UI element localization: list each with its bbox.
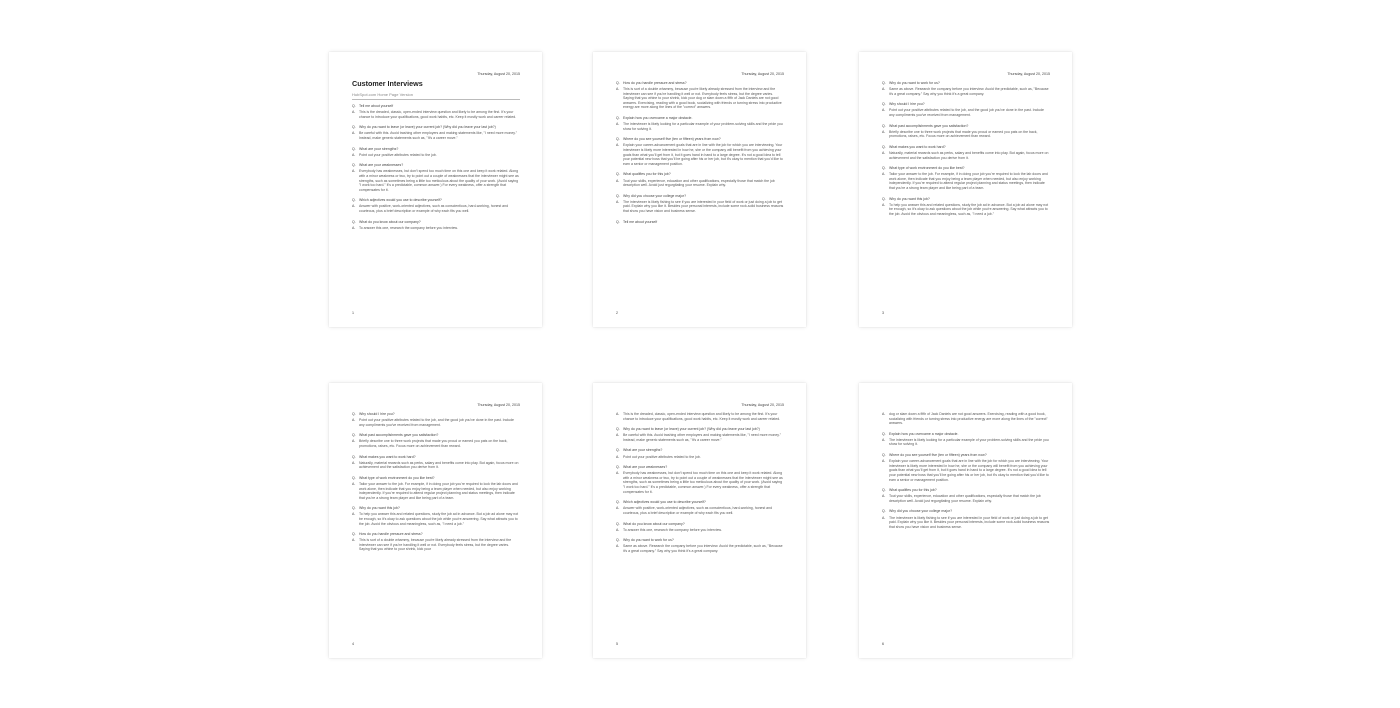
question-marker: Q. xyxy=(352,146,356,151)
question-row xyxy=(882,432,1050,437)
question-marker: Q. xyxy=(882,196,886,201)
question-marker: Q. xyxy=(882,431,886,436)
question-text: Which adjectives would you use to describe yourself? xyxy=(359,198,442,203)
answer-text: The interviewer is likely looking for a particular example of your problem-solving skills and the pride you show for solving it. xyxy=(889,437,1049,447)
question-row xyxy=(882,102,1050,107)
page-date xyxy=(882,403,1050,408)
question-text: Which adjectives would you use to describe yourself? xyxy=(623,500,706,505)
qa-item xyxy=(616,194,784,214)
question-text: Why did you choose your college major? xyxy=(623,193,687,198)
answer-text: Briefly describe one to three work projects that made you proud or earned you pats on the back, promotions, raises, etc. Focus more on achievement than reward. xyxy=(359,439,508,448)
answer-text: To answer this one, research the company before you interview. xyxy=(359,225,458,230)
question-text: What qualifies you for this job? xyxy=(623,172,671,177)
answer-text: To answer this one, research the company before you interview. xyxy=(623,527,722,532)
answer-row xyxy=(352,204,520,213)
question-marker: Q. xyxy=(352,412,356,416)
question-row xyxy=(616,194,784,199)
question-text: Why did you choose your college major? xyxy=(889,509,953,514)
question-text: Why should I hire you? xyxy=(889,102,925,107)
answer-row xyxy=(616,122,784,131)
question-marker: Q. xyxy=(352,532,356,537)
answer-marker: A. xyxy=(616,87,620,92)
question-text: What are your weaknesses? xyxy=(359,163,404,168)
answer-text: Tailor your answer to the job. For example, if in doing your job you're required to lock the lab doors and work alone, then indicate that you enjoy being a team player when needed, but also enjoy working independently. If you're required to attend regular project planning and status meetings, then indicate that you're a strong team player and like being part of a team. xyxy=(889,172,1048,190)
answer-marker: A. xyxy=(616,199,620,204)
question-row xyxy=(882,488,1050,493)
answer-marker: A. xyxy=(352,512,356,517)
question-marker: Q. xyxy=(616,219,620,224)
question-marker: Q. xyxy=(616,137,620,142)
answer-marker: A. xyxy=(352,110,356,115)
question-row xyxy=(882,124,1050,129)
answer-row xyxy=(352,110,520,119)
question-text: What do you know about our company? xyxy=(359,219,421,224)
question-text: Why should I hire you? xyxy=(359,412,395,416)
question-marker: Q. xyxy=(616,538,620,543)
question-text: What are your weaknesses? xyxy=(623,465,668,470)
answer-text: Same as above. Research the company before you interview. Avoid the predictable, such as, "Because it's a great company." Say why you think it's a great company. xyxy=(623,544,783,553)
question-row xyxy=(352,198,520,203)
question-row xyxy=(882,197,1050,202)
question-marker: Q. xyxy=(882,102,886,107)
qa-list xyxy=(352,412,520,552)
answer-marker: A. xyxy=(882,412,886,416)
question-row xyxy=(352,433,520,438)
qa-list xyxy=(882,412,1050,529)
page-2[interactable] xyxy=(593,52,806,327)
answer-marker: A. xyxy=(616,527,620,532)
question-text: Tell me about yourself xyxy=(359,104,394,108)
qa-list xyxy=(352,104,520,230)
question-row xyxy=(882,145,1050,150)
question-row xyxy=(616,448,784,453)
qa-item xyxy=(616,172,784,187)
answer-marker: A. xyxy=(882,172,886,177)
question-text: Tell me about yourself xyxy=(623,219,658,224)
qa-item xyxy=(616,500,784,515)
answer-row xyxy=(882,87,1050,96)
question-row xyxy=(616,172,784,177)
qa-item xyxy=(352,220,520,231)
question-text: Why do you want to leave (or leave) your current job? (Why did you leave your last job?) xyxy=(359,125,496,130)
question-row xyxy=(352,412,520,417)
page-4[interactable] xyxy=(329,383,542,658)
answer-text: The interviewer is likely fishing to see if you are interested in your field of work or just doing a job to get paid. Explain why you like it. Besides your personal interests, include some rock-solid business reasons that show you have vision and business sense. xyxy=(623,199,784,213)
answer-marker: A. xyxy=(616,471,620,476)
answer-row xyxy=(882,494,1050,503)
answer-text: Point out your positive attributes related to the job, and the good job you've done in the past. Include any compliments you've received from management. xyxy=(889,108,1044,117)
question-row xyxy=(882,453,1050,458)
question-row xyxy=(352,147,520,152)
answer-row xyxy=(882,130,1050,139)
qa-item xyxy=(616,427,784,442)
answer-text: Tout your skills, experience, education and other qualifications, especially those that match the job description well. Avoid just regurgitating your resume. Explain why. xyxy=(623,178,775,188)
qa-item xyxy=(352,147,520,158)
qa-item xyxy=(352,163,520,192)
answer-marker: A. xyxy=(882,87,886,92)
question-row xyxy=(352,125,520,130)
answer-row xyxy=(616,179,784,188)
question-row xyxy=(616,427,784,432)
question-text: Where do you see yourself five (ten or fifteen) years from now? xyxy=(889,453,987,458)
answer-marker: A. xyxy=(616,143,620,148)
question-text: How do you handle pressure and stress? xyxy=(623,81,687,85)
qa-item xyxy=(352,455,520,470)
answer-text: Explain your career-advancement goals that are in line with the job for which you are interviewing. Your interviewer is likely more interested in how he, she or the company will benefit from you achieving your goals than what you'll get from it, but it goes hand in hand to a large degree. It's not a good idea to tell your potential new boss that you'll be going after his or her job, but it's okay to mention that you'd like to earn a senior or management position. xyxy=(623,143,783,166)
answer-text: Answer with positive, work-oriented adjectives, such as conscientious, hard-working, honest and courteous, plus a brief description or example of why each fits you well. xyxy=(623,506,773,515)
answer-row xyxy=(352,482,520,500)
answer-row xyxy=(882,438,1050,447)
answer-marker: A. xyxy=(352,169,356,174)
answer-row xyxy=(352,418,520,427)
answer-text: The interviewer is likely fishing to see if you are interested in your field of work or just doing a job to get paid. Explain why you like it. Besides your personal interests, include some rock-solid business reasons that show you have vision and business sense. xyxy=(889,515,1050,529)
question-text: What qualifies you for this job? xyxy=(889,488,937,493)
answer-marker: A. xyxy=(352,225,356,230)
question-text: How do you handle pressure and stress? xyxy=(359,532,423,537)
question-row xyxy=(616,220,784,225)
page-6[interactable] xyxy=(859,383,1072,658)
question-marker: Q. xyxy=(616,172,620,177)
question-text: What past accomplishments gave you satisfaction? xyxy=(889,123,969,128)
question-row xyxy=(352,163,520,168)
answer-row xyxy=(352,131,520,140)
answer-text: Everybody has weaknesses, but don't spend too much time on this one and keep it work related. Along with a minor weakness or two, try to point out a couple of weaknesses that the interviewer might see as strengths, such as sometimes being a little too meticulous about the quality of your work. (Avoid saying "I work too hard." It's a predictable, common answer.) For every weakness, offer a strength that compensates for it. xyxy=(623,471,783,494)
answer-marker: A. xyxy=(882,202,886,207)
question-marker: Q. xyxy=(882,166,886,171)
question-row xyxy=(882,166,1050,171)
qa-item xyxy=(352,506,520,526)
qa-item xyxy=(616,522,784,533)
question-marker: Q. xyxy=(352,506,356,511)
qa-item xyxy=(616,465,784,494)
qa-list xyxy=(616,412,784,553)
answer-marker: A. xyxy=(352,204,356,209)
question-row xyxy=(882,81,1050,86)
answer-row xyxy=(882,203,1050,217)
answer-text: This is the dreaded, classic, open-ended interview question and likely to be among the first. It's your chance to introduce your qualifications, good work habits, etc. Keep it mostly work and career related. xyxy=(359,110,517,119)
question-text: Explain how you overcame a major obstacle. xyxy=(623,116,693,121)
qa-item xyxy=(882,102,1050,117)
qa-item xyxy=(616,116,784,131)
answer-marker: A. xyxy=(882,129,886,134)
answer-text: Tailor your answer to the job. For example, if in doing your job you're required to lock the lab doors and work alone, then indicate that you enjoy being a team player when needed, but also enjoy working independently. If you're required to attend regular project planning and status meetings, then indicate that you're a strong team player and like being part of a team. xyxy=(359,481,518,500)
question-row xyxy=(352,455,520,460)
answer-text: Point out your positive attributes related to the job. xyxy=(623,454,701,459)
question-row xyxy=(616,465,784,470)
qa-item xyxy=(882,197,1050,217)
question-marker: Q. xyxy=(616,427,620,432)
answer-marker: A. xyxy=(882,150,886,155)
question-text: What do you know about our company? xyxy=(623,521,685,526)
question-row xyxy=(616,522,784,527)
question-text: What are your strengths? xyxy=(359,146,399,151)
qa-item xyxy=(882,412,1050,426)
answer-text: To help you answer this and related questions, study the job ad in advance. But a job ad alone may not be enough, so it's okay to ask questions about the job while you're answering. Say what attracts you to the job. Avoid the obvious and meaningless, such as, "I need a job." xyxy=(889,202,1049,216)
qa-item xyxy=(352,476,520,500)
answer-text: dog or slam down a fifth of Jack Daniels are not good answers. Exercising, reading with a good book, socializing with friends or turning stress into productive energy are more along the lines of the "correct" answers. xyxy=(889,412,1048,426)
page-number: 5 xyxy=(616,642,618,646)
qa-item xyxy=(616,448,784,459)
answer-marker: A. xyxy=(616,412,620,416)
answer-marker: A. xyxy=(616,454,620,459)
qa-item xyxy=(882,81,1050,96)
answer-text: This is sort of a double whammy, because you're likely already stressed from the interview and the interviewer can see if you're handling it well or not. Everybody feels stress, but the degree varies. Saying that you whine to your shrink, kick your xyxy=(359,538,512,552)
question-row xyxy=(616,137,784,142)
question-marker: Q. xyxy=(352,433,356,438)
question-marker: Q. xyxy=(882,144,886,149)
qa-item xyxy=(882,453,1050,482)
answer-row xyxy=(882,412,1050,426)
document-subtitle: HubSpot.com Home Page Version xyxy=(352,92,520,100)
question-row xyxy=(352,532,520,537)
question-marker: Q. xyxy=(616,81,620,85)
qa-item xyxy=(616,412,784,421)
page-date: Thursday, August 20, 2015 xyxy=(1007,72,1050,76)
answer-row xyxy=(882,516,1050,530)
page-1[interactable] xyxy=(329,52,542,327)
question-marker: Q. xyxy=(616,193,620,198)
question-row xyxy=(616,538,784,543)
question-marker: Q. xyxy=(616,465,620,470)
answer-row xyxy=(882,151,1050,160)
answer-row xyxy=(616,544,784,553)
question-row xyxy=(616,81,784,86)
question-marker: Q. xyxy=(616,448,620,453)
answer-marker: A. xyxy=(352,418,356,423)
qa-item xyxy=(616,81,784,110)
qa-item xyxy=(882,166,1050,190)
question-text: What past accomplishments gave you satisfaction? xyxy=(359,433,439,438)
question-text: Why do you want to leave (or leave) your current job? (Why did you leave your last job?) xyxy=(623,427,760,432)
question-marker: Q. xyxy=(616,500,620,505)
answer-marker: A. xyxy=(882,437,886,442)
answer-text: Naturally, material rewards such as perks, salary and benefits come into play. But again, focus more on achievement and the satisfaction you derive from it. xyxy=(359,460,519,470)
page-date: Thursday, August 20, 2015 xyxy=(477,72,520,76)
answer-marker: A. xyxy=(352,131,356,136)
answer-text: Everybody has weaknesses, but don't spend too much time on this one and keep it work related. Along with a minor weakness or two, try to point out a couple of weaknesses that the interviewer might see as strengths, such as sometimes being a little too meticulous about the quality of your work. (Avoid saying "I work too hard." It's a predictable, common answer.) For every weakness, offer a strength that compensates for it. xyxy=(359,169,519,192)
answer-row xyxy=(882,172,1050,190)
question-text: Why do you want this job? xyxy=(359,506,400,511)
page-5[interactable] xyxy=(593,383,806,658)
question-text: What makes you want to work hard? xyxy=(889,144,946,149)
question-marker: Q. xyxy=(352,454,356,459)
answer-row xyxy=(352,538,520,552)
qa-list xyxy=(616,81,784,224)
answer-marker: A. xyxy=(616,122,620,127)
page-3[interactable] xyxy=(859,52,1072,327)
question-row xyxy=(882,509,1050,514)
answer-text: Point out your positive attributes related to the job, and the good job you've done in the past. Include any compliments you've received from management. xyxy=(359,418,514,427)
qa-item xyxy=(352,125,520,140)
question-marker: Q. xyxy=(352,198,356,203)
answer-row xyxy=(882,459,1050,482)
question-row xyxy=(616,116,784,121)
document-title: Customer Interviews xyxy=(352,79,423,88)
question-marker: Q. xyxy=(882,453,886,458)
question-text: Why do you want to work for us? xyxy=(889,81,940,85)
answer-row xyxy=(352,461,520,470)
answer-marker: A. xyxy=(616,433,620,438)
answer-text: Be careful with this. Avoid trashing other employers and making statements like, "I need more money." Instead, make generic statements such as, "It's a career move." xyxy=(359,131,517,140)
answer-row xyxy=(616,433,784,442)
answer-marker: A. xyxy=(616,178,620,183)
answer-marker: A. xyxy=(352,481,356,486)
qa-item xyxy=(882,488,1050,503)
answer-marker: A. xyxy=(352,538,356,543)
question-marker: Q. xyxy=(882,123,886,128)
answer-row xyxy=(352,153,520,158)
question-marker: Q. xyxy=(352,163,356,168)
answer-text: Same as above. Research the company before you interview. Avoid the predictable, such as, "Because it's a great company." Say why you think it's a great company. xyxy=(889,87,1049,96)
answer-text: Point out your positive attributes related to the job. xyxy=(359,152,437,157)
answer-row xyxy=(616,143,784,166)
question-text: Where do you see yourself five (ten or fifteen) years from now? xyxy=(623,137,721,142)
qa-item xyxy=(616,220,784,225)
answer-text: Explain your career-advancement goals that are in line with the job for which you are interviewing. Your interviewer is likely more interested in how he, she or the company will benefit from you achieving your goals than what you'll get from it, but it goes hand in hand to a large degree. It's not a good idea to tell your potential new boss that you'll be going after his or her job, but it's okay to mention that you'd like to earn a senior or management position. xyxy=(889,459,1049,482)
answer-marker: A. xyxy=(882,515,886,520)
answer-row xyxy=(352,512,520,526)
answer-text: To help you answer this and related questions, study the job ad in advance. But a job ad alone may not be enough, so it's okay to ask questions about the job while you're answering. Say what attracts you to the job. Avoid the obvious and meaningless, such as, "I need a job." xyxy=(359,512,519,526)
page-date: Thursday, August 20, 2015 xyxy=(741,72,784,76)
answer-row xyxy=(616,455,784,460)
answer-marker: A. xyxy=(882,459,886,464)
qa-item xyxy=(882,432,1050,447)
question-text: What are your strengths? xyxy=(623,448,663,453)
qa-item xyxy=(352,433,520,448)
answer-row xyxy=(352,439,520,448)
qa-list xyxy=(882,81,1050,216)
qa-item xyxy=(616,538,784,553)
answer-text: Tout your skills, experience, education and other qualifications, especially those that match the job description well. Avoid just regurgitating your resume. Explain why. xyxy=(889,494,1041,503)
page-number: 2 xyxy=(616,311,618,315)
answer-row xyxy=(616,528,784,533)
question-text: Why do you want this job? xyxy=(889,196,930,201)
question-marker: Q. xyxy=(352,475,356,480)
answer-row xyxy=(616,87,784,110)
page-date: Thursday, August 20, 2015 xyxy=(741,403,784,407)
answer-text: The interviewer is likely looking for a particular example of your problem-solving skills and the pride you show for solving it. xyxy=(623,122,783,131)
answer-text: Answer with positive, work-oriented adjectives, such as conscientious, hard-working, honest and courteous, plus a brief description or example of why each fits you well. xyxy=(359,204,509,213)
qa-item xyxy=(352,412,520,427)
question-marker: Q. xyxy=(882,81,886,85)
answer-text: This is sort of a double whammy, because you're likely already stressed from the interview and the interviewer can see if you're handling it well or not. Everybody feels stress, but the degree varies. Saying that you whine to your shrink, kick your dog or slam down a fifth of Jack Daniels are not good answers. Exercising, reading with a good book, socializing with friends or turning stress into productive energy are more along the lines of the "correct" answers. xyxy=(623,87,782,110)
answer-text: Naturally, material rewards such as perks, salary and benefits come into play. But again, focus more on achievement and the satisfaction you derive from it. xyxy=(889,150,1049,160)
qa-item xyxy=(882,145,1050,160)
answer-row xyxy=(352,226,520,231)
answer-row xyxy=(616,471,784,494)
question-row xyxy=(352,104,520,109)
answer-row xyxy=(616,506,784,515)
page-number: 1 xyxy=(352,311,354,315)
answer-row xyxy=(616,412,784,421)
qa-item xyxy=(352,104,520,119)
answer-marker: A. xyxy=(352,460,356,465)
answer-row xyxy=(352,169,520,192)
question-marker: Q. xyxy=(882,488,886,493)
page-date: Thursday, August 20, 2015 xyxy=(477,403,520,407)
question-row xyxy=(616,500,784,505)
page-number: 3 xyxy=(882,311,884,315)
qa-item xyxy=(882,509,1050,529)
answer-marker: A. xyxy=(616,544,620,549)
qa-item xyxy=(882,124,1050,139)
qa-item xyxy=(352,532,520,552)
answer-row xyxy=(882,108,1050,117)
question-text: Explain how you overcame a major obstacle. xyxy=(889,431,959,436)
qa-item xyxy=(352,198,520,213)
question-marker: Q. xyxy=(352,219,356,224)
question-text: Why do you want to work for us? xyxy=(623,538,674,543)
question-text: What type of work environment do you like best? xyxy=(889,166,965,171)
answer-text: Briefly describe one to three work projects that made you proud or earned you pats on the back, promotions, raises, etc. Focus more on achievement than reward. xyxy=(889,129,1038,139)
question-marker: Q. xyxy=(352,104,356,108)
answer-marker: A. xyxy=(352,439,356,444)
question-text: What type of work environment do you like best? xyxy=(359,475,435,480)
question-row xyxy=(352,476,520,481)
question-marker: Q. xyxy=(882,509,886,514)
question-row xyxy=(352,506,520,511)
page-number: 4 xyxy=(352,642,354,646)
question-marker: Q. xyxy=(616,116,620,121)
question-marker: Q. xyxy=(616,521,620,526)
question-text: What makes you want to work hard? xyxy=(359,454,416,459)
page-number: 6 xyxy=(882,642,884,646)
answer-marker: A. xyxy=(882,108,886,113)
answer-marker: A. xyxy=(352,152,356,157)
answer-marker: A. xyxy=(616,506,620,511)
answer-text: Be careful with this. Avoid trashing other employers and making statements like, "I need more money." Instead, make generic statements such as, "It's a career move." xyxy=(623,433,781,442)
qa-item xyxy=(616,137,784,166)
answer-row xyxy=(616,200,784,214)
answer-text: This is the dreaded, classic, open-ended interview question and likely to be among the first. It's your chance to introduce your qualifications, good work habits, etc. Keep it mostly work and career related. xyxy=(623,412,781,421)
answer-marker: A. xyxy=(882,494,886,499)
question-marker: Q. xyxy=(352,125,356,130)
question-row xyxy=(352,220,520,225)
